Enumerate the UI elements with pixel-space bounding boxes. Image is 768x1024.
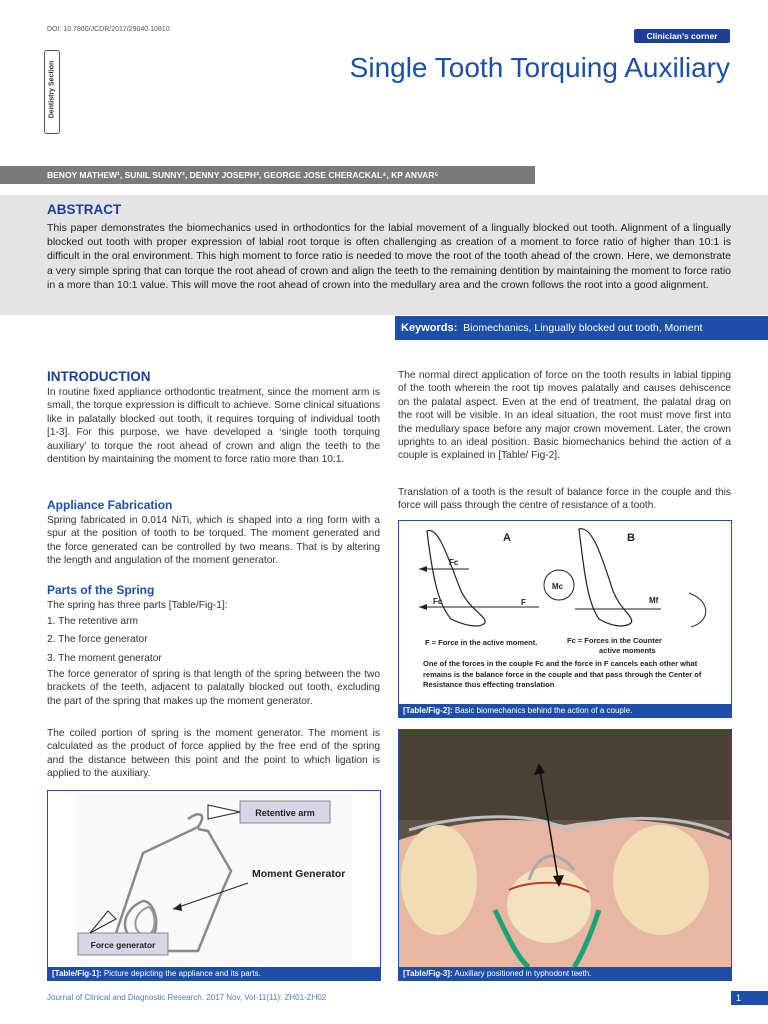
figure-3-caption <box>399 967 731 980</box>
section-badge: Clinician’s corner <box>634 29 730 43</box>
figure-1-caption <box>48 967 380 980</box>
legend-line-2: Fc = Forces in the Counter <box>567 636 662 645</box>
doi: DOI: 10.7860/JCDR/2017/29040.10810 <box>47 26 170 33</box>
f-arrow-a-head <box>419 604 427 610</box>
blocked-tooth <box>507 867 591 943</box>
fabrication-text: Spring fabricated in 0.014 NiTi, which is shaped into a ring form with a spur at the position of tooth to be torqued. The moment generated and the force generated can be controlled by two means. That is by altering the length and angulation of the moment generator. <box>47 515 380 567</box>
figure-2 <box>398 520 732 718</box>
panel-a-label: A <box>503 532 511 544</box>
figure-2-ref: [Table/Fig-2]: <box>403 706 453 715</box>
abstract-text: This paper demonstrates the biomechanics used in orthodontics for the labial movement of a lingually blocked out tooth. Alignment of a lingually blocked out tooth with proper expression of labial root torque is often challenging as creation of a moment to force ratio of higher than 10:1 is difficult in the oral environment. This high moment to force ratio is needed to move the root of the tooth ahead of the crown. Here, we demonstrate a very simple spring that can torque the root ahead of crown and align the teeth to the remaining dentition by maintaining the moment to force ratio in a more than 10:1 value. This will move the root ahead of crown into the medullary area and the crown follows the root into a good alignment. <box>47 222 731 291</box>
journal-footer: Journal of Clinical and Diagnostic Research. 2017 Nov, Vol-11(11): ZH01-ZH02 <box>47 993 327 1002</box>
keywords-text: Biomechanics, Lingually blocked out tooth, Moment <box>463 322 703 334</box>
fc-label-1: Fc <box>449 558 459 567</box>
fc-arrow-a-head <box>419 566 427 572</box>
moment-label-text: Moment Generator <box>252 868 346 880</box>
moment-label <box>252 868 345 880</box>
tooth-left <box>401 825 477 935</box>
figure-3-caption-text: Auxiliary positioned in typhodont teeth. <box>454 969 592 978</box>
figure-3-photo <box>399 730 731 967</box>
figure-3-ref: [Table/Fig-3]: <box>403 969 453 978</box>
legend-line-3: active moments <box>599 646 656 655</box>
figure-1-ref: [Table/Fig-1]: <box>52 969 102 978</box>
fc-label-2: Fc <box>433 597 443 606</box>
tooth-right <box>613 825 709 935</box>
mc-label: Mc <box>552 582 564 591</box>
mf-label: Mf <box>649 596 659 605</box>
moment-arc <box>689 593 706 627</box>
figure-1 <box>47 790 381 981</box>
figure-2-caption-text: Basic biomechanics behind the action of a couple. <box>454 706 633 715</box>
tooth-b <box>579 529 632 626</box>
list-item: 3. The moment generator <box>47 652 162 664</box>
intro-text: In routine fixed appliance orthodontic treatment, since the moment arm is small, the torque expression is difficult to achieve. Some clinical situations like in palatally blocked out tooth, it requires torquing of individual tooth [1-3]. For this purpose, we have developed a ‘single tooth torquing auxiliary’ to torque the root ahead of crown and align the teeth to the dentition by maintaining the moment to force ratio more than 10:1. <box>47 387 380 466</box>
fabrication-heading: Appliance Fabrication <box>47 498 173 512</box>
moment-generator-text: The coiled portion of spring is the moment generator. The moment is calculated as the product of force applied by the free end of the spring and the distance between this point and the point to which ligation is applied to the auxiliary. <box>47 728 380 780</box>
diagram-note: One of the forces in the couple Fc and the force in F cancels each other what remains is the balance force in the couple and that pass through the Center of Resistance thus effecting translation <box>423 659 702 689</box>
page-number: 1 <box>731 991 768 1005</box>
note-container <box>423 659 723 704</box>
figure-1-image <box>48 791 380 966</box>
list-item: 2. The force generator <box>47 634 148 646</box>
right-para-2: Translation of a tooth is the result of balance force in the couple and this force will pass through the centre of resistance of a tooth. <box>398 487 731 512</box>
right-para-1: The normal direct application of force on the tooth results in labial tipping of the tooth wherein the root tip moves palatally and causes dehiscence on the palatal aspect. Even at the end of treatment, the palatal drag on the root will be visible. In an ideal situation, the root must move first into the medullary space before any major crown movement. Later, the crown uprights to an ideal position. Basic biomechanics behind the action of a couple is explained in [Table/ Fig-2]. <box>398 370 731 462</box>
section-label: Dentistry Section <box>48 60 56 119</box>
keywords-bar <box>395 316 768 340</box>
abstract-heading: ABSTRACT <box>47 202 122 217</box>
authors-bar: BENOY MATHEW¹, SUNIL SUNNY², DENNY JOSEPH³, GEORGE JOSE CHERACKAL⁴, KP ANVAR⁵ <box>0 166 535 184</box>
figure-1-caption-text: Picture depicting the appliance and its parts. <box>103 969 261 978</box>
section-tab <box>44 50 60 134</box>
f-label: F <box>521 598 526 607</box>
force-generator-text: The force generator of spring is that length of the spring between the two brackets of the teeth, adjacent to palatally blocked out tooth, excluding the part of the spring that makes up the moment generator. <box>47 669 380 707</box>
keywords-label: Keywords: <box>401 322 458 334</box>
figure-2-caption <box>399 704 731 717</box>
retentive-label: Retentive arm <box>255 808 315 818</box>
page-title: Single Tooth Torquing Auxiliary <box>349 52 730 83</box>
parts-heading: Parts of the Spring <box>47 583 155 597</box>
panel-b-label: B <box>627 532 635 544</box>
list-item: 1. The retentive arm <box>47 616 138 627</box>
tooth-a <box>427 531 485 626</box>
figure-3 <box>398 729 732 981</box>
parts-list <box>47 615 380 670</box>
parts-intro: The spring has three parts [Table/Fig-1]: <box>47 600 228 611</box>
legend-line-1: F = Force in the active moment. <box>425 638 538 647</box>
intro-heading: INTRODUCTION <box>47 369 151 384</box>
figure-2-diagram <box>399 521 731 704</box>
force-label: Force generator <box>90 940 156 950</box>
